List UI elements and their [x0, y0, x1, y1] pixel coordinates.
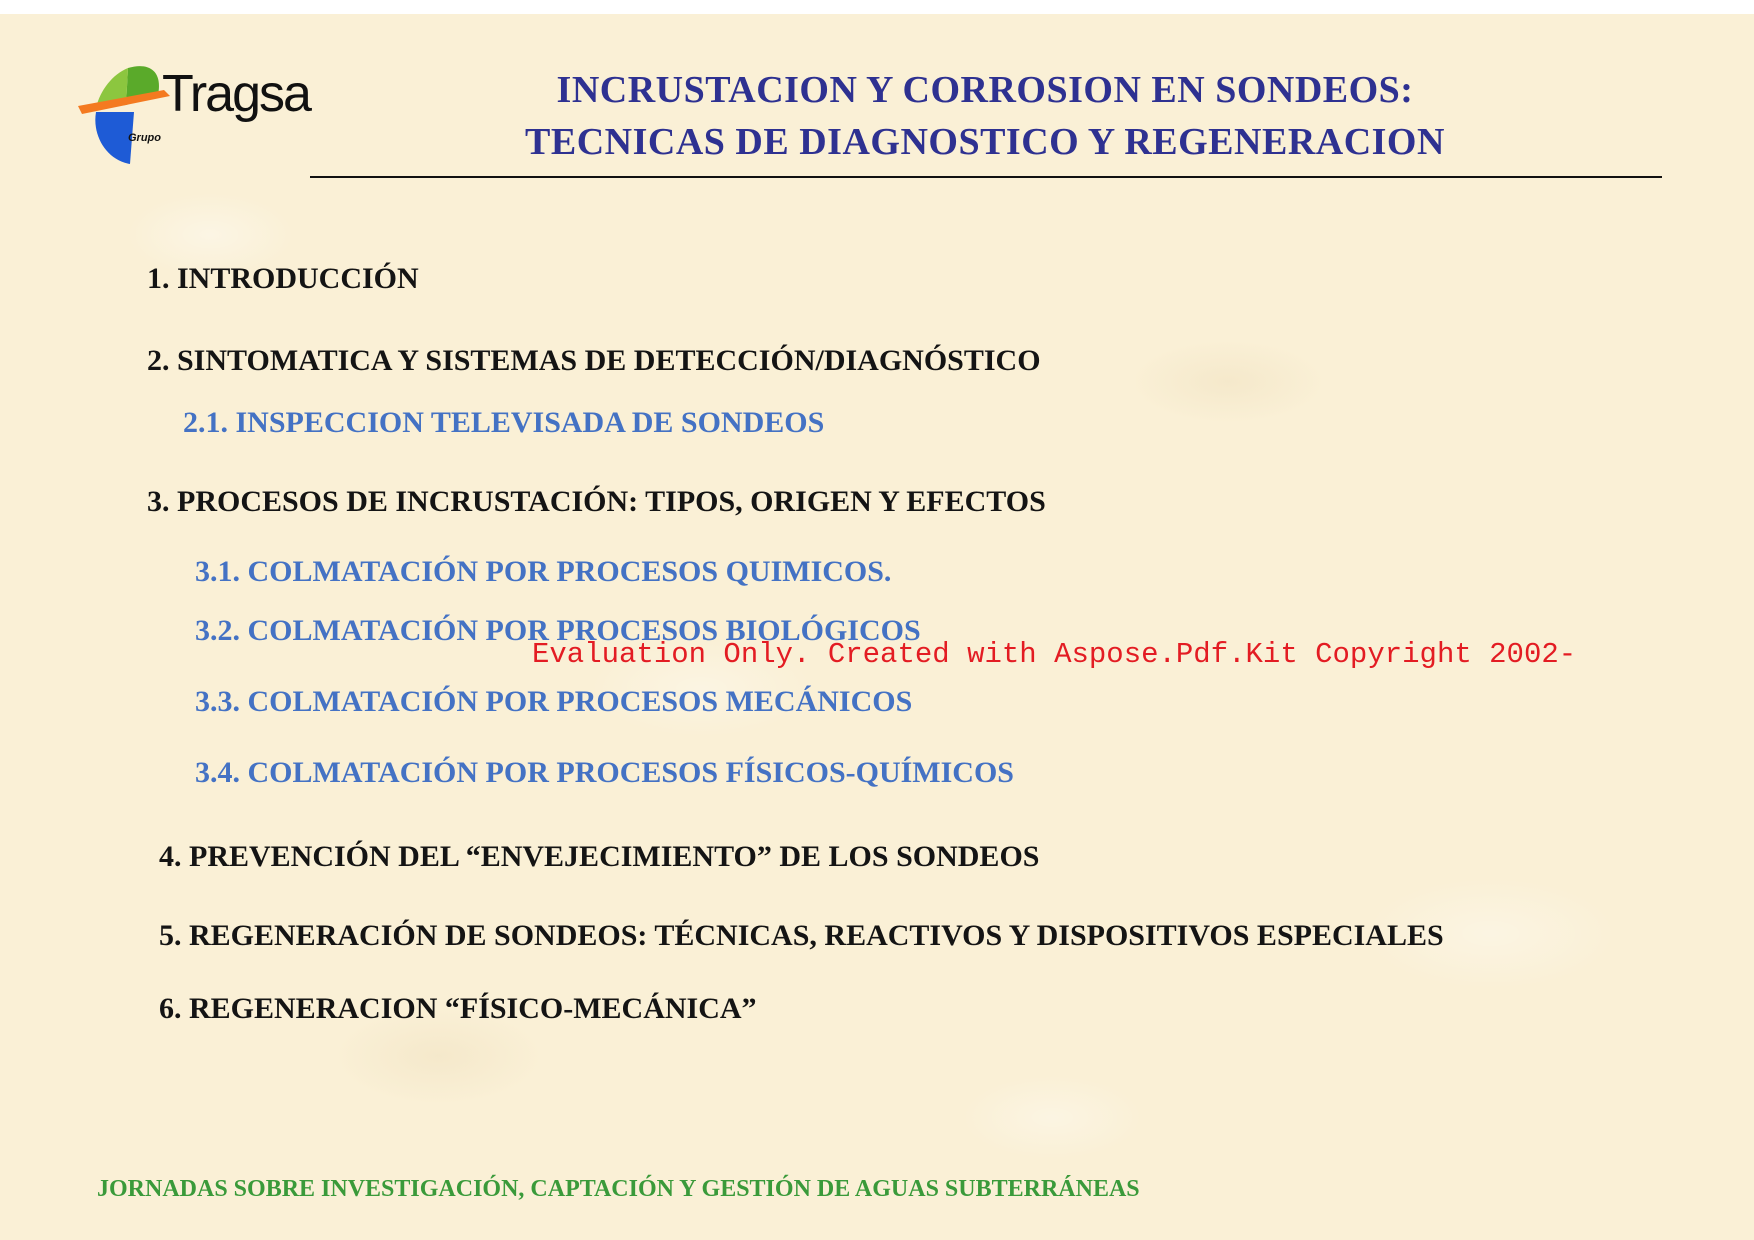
footer-text: JORNADAS SOBRE INVESTIGACIÓN, CAPTACIÓN Y GESTIÓN DE AGUAS SUBTERRÁNEAS — [97, 1176, 1140, 1202]
toc-item-3-1: 3.1. COLMATACIÓN POR PROCESOS QUIMICOS. — [195, 555, 892, 588]
toc-item-3-2: 3.2. COLMATACIÓN POR PROCESOS BIOLÓGICOS — [195, 614, 921, 647]
title-divider — [310, 176, 1662, 178]
logo-wordmark: Tragsa — [162, 65, 310, 123]
toc-item-5: 5. REGENERACIÓN DE SONDEOS: TÉCNICAS, REACTIVOS Y DISPOSITIVOS ESPECIALES — [159, 919, 1444, 952]
page-title — [310, 64, 1660, 168]
slide — [0, 14, 1754, 1240]
title-line-1: INCRUSTACION Y CORROSION EN SONDEOS: — [556, 69, 1414, 111]
toc-item-1: 1. INTRODUCCIÓN — [147, 262, 419, 295]
toc-item-3-4: 3.4. COLMATACIÓN POR PROCESOS FÍSICOS-QUÍMICOS — [195, 756, 1014, 789]
toc-item-4: 4. PREVENCIÓN DEL “ENVEJECIMIENTO” DE LOS SONDEOS — [159, 840, 1040, 873]
logo-subtext: Grupo — [128, 132, 161, 144]
tragsa-logo — [78, 60, 308, 170]
toc-item-2-1: 2.1. INSPECCION TELEVISADA DE SONDEOS — [183, 406, 825, 439]
toc-item-6: 6. REGENERACION “FÍSICO-MECÁNICA” — [159, 992, 757, 1025]
toc-item-2: 2. SINTOMATICA Y SISTEMAS DE DETECCIÓN/DIAGNÓSTICO — [147, 344, 1041, 377]
toc-item-3-3: 3.3. COLMATACIÓN POR PROCESOS MECÁNICOS — [195, 685, 913, 718]
title-line-2: TECNICAS DE DIAGNOSTICO Y REGENERACION — [525, 121, 1445, 163]
toc-item-3: 3. PROCESOS DE INCRUSTACIÓN: TIPOS, ORIGEN Y EFECTOS — [147, 485, 1046, 518]
evaluation-watermark: Evaluation Only. Created with Aspose.Pdf.Kit Copyright 2002- — [532, 638, 1577, 671]
